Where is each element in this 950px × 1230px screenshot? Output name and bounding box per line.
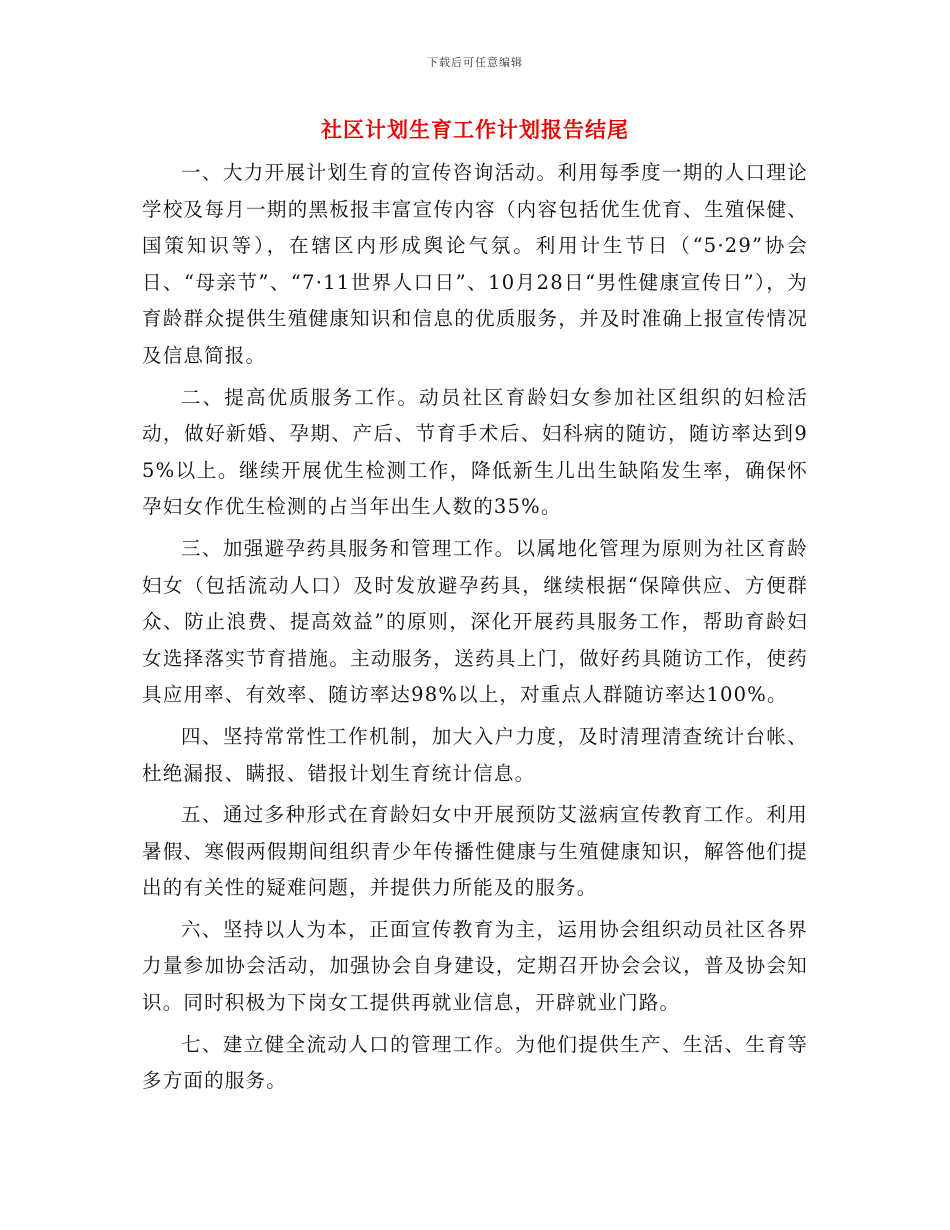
paragraph-5: 五、通过多种形式在育龄妇女中开展预防艾滋病宣传教育工作。利用暑假、寒假两假期间组织青少年传播性健康与生殖健康知识，解答他们提出的有关性的疑难问题，并提供力所能及的服务。 — [142, 803, 808, 900]
paragraph-7: 七、建立健全流动人口的管理工作。为他们提供生产、生活、生育等多方面的服务。 — [142, 1032, 808, 1093]
document-body — [142, 155, 808, 1105]
paragraph-6: 六、坚持以人为本，正面宣传教育为主，运用协会组织动员社区各界力量参加协会活动，加强协会自身建设，定期召开协会会议，普及协会知识。同时积极为下岗女工提供再就业信息，开辟就业门路。 — [142, 917, 808, 1015]
paragraph-4: 四、坚持常常性工作机制，加大入户力度，及时清理清查统计台帐、杜绝漏报、瞒报、错报计划生育统计信息。 — [142, 724, 808, 785]
paragraph-3: 三、加强避孕药具服务和管理工作。以属地化管理为原则为社区育龄妇女（包括流动人口）及时发放避孕药具，继续根据“保障供应、方便群众、防止浪费、提高效益”的原则，深化开展药具服务工作，帮助育龄妇女选择落实节育措施。主动服务，送药具上门，做好药具随访工作，使药具应用率、有效率、随访率达98%以上，对重点人群随访率达100%。 — [142, 536, 808, 707]
page-header-note: 下载后可任意编辑 — [427, 56, 523, 69]
paragraph-2: 二、提高优质服务工作。动员社区育龄妇女参加社区组织的妇检活动，做好新婚、孕期、产后、节育手术后、妇科病的随访，随访率达到95%以上。继续开展优生检测工作，降低新生儿出生缺陷发生率，确保怀孕妇女作优生检测的占当年出生人数的35%。 — [142, 385, 808, 519]
paragraph-1: 一、大力开展计划生育的宣传咨询活动。利用每季度一期的人口理论学校及每月一期的黑板报丰富宣传内容（内容包括优生优育、生殖保健、国策知识等），在辖区内形成舆论气氛。利用计生节日（“5·29”协会日、“母亲节”、“7·11世界人口日”、10月28日“男性健康宣传日”），为育龄群众提供生殖健康知识和信息的优质服务，并及时准确上报宣传情况及信息简报。 — [142, 161, 808, 367]
document-title: 社区计划生育工作计划报告结尾 — [321, 117, 629, 142]
